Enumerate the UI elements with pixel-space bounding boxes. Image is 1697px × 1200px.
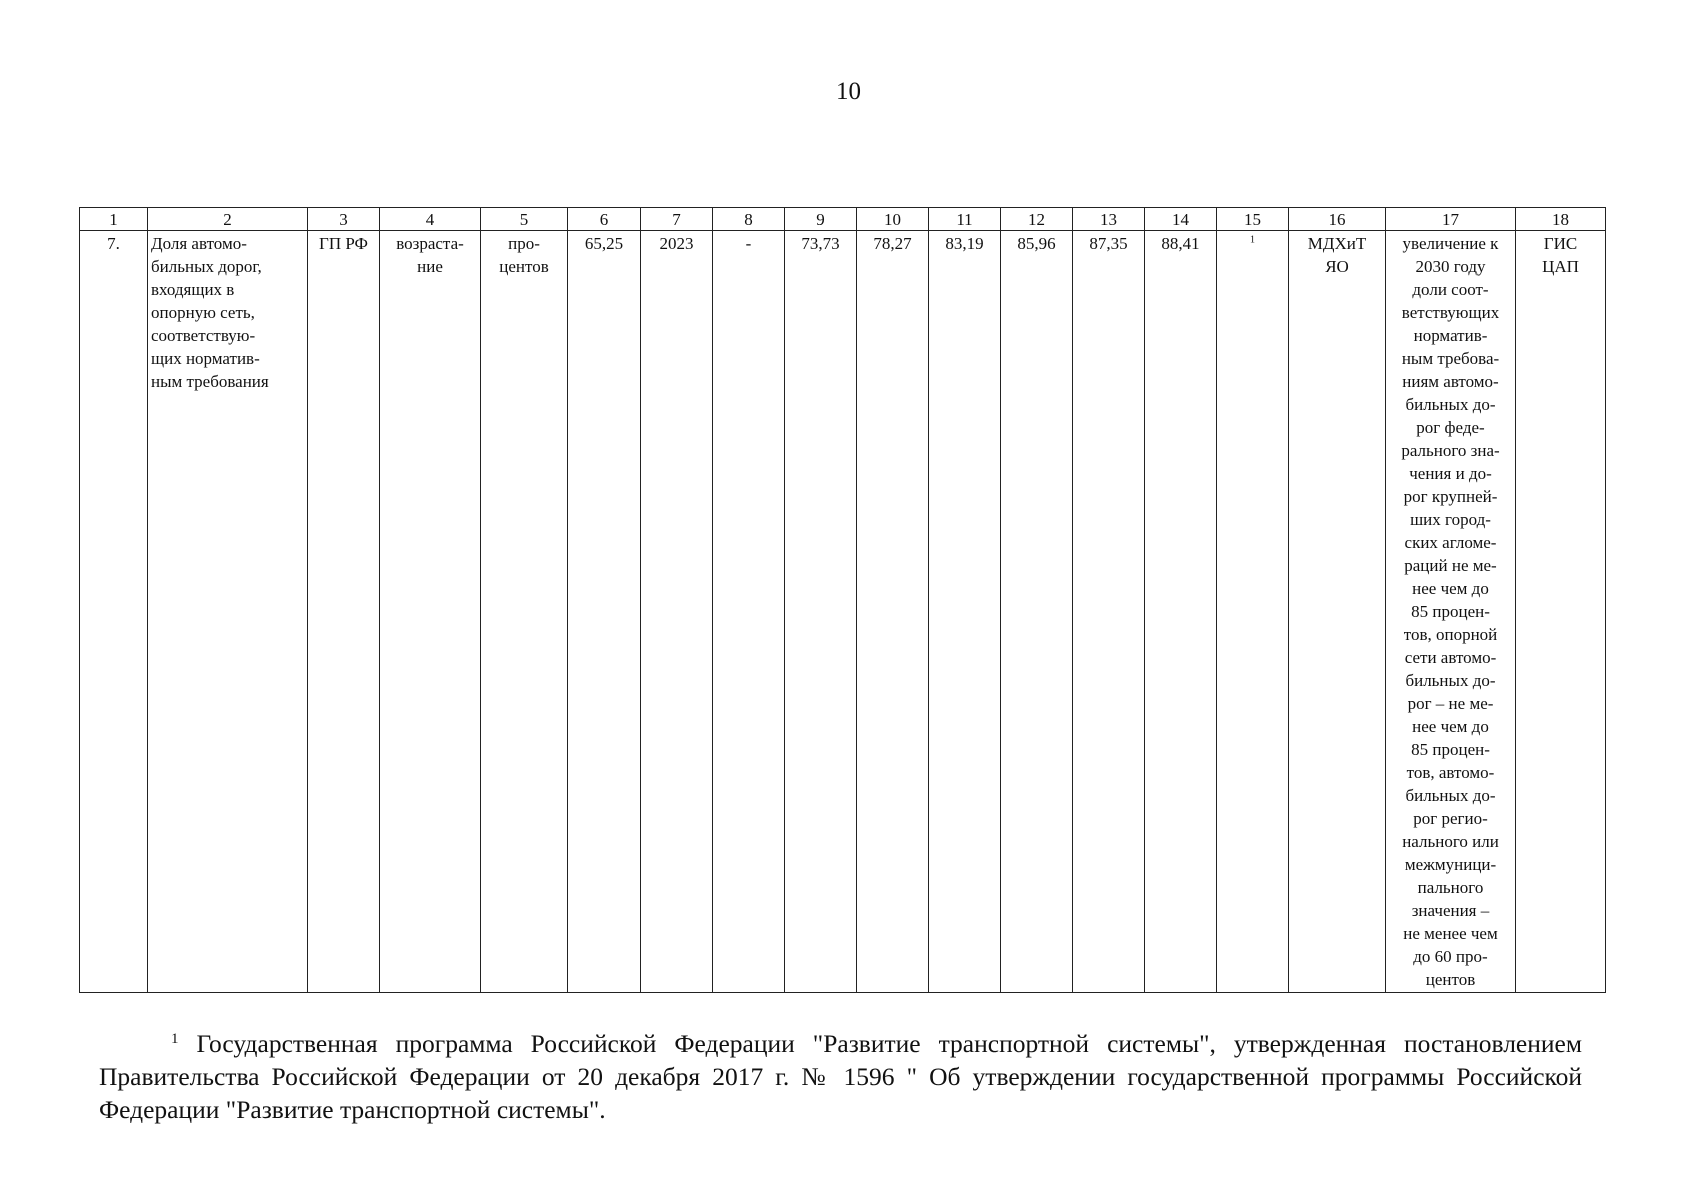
cell-line: ниям автомо-: [1402, 372, 1499, 391]
cell-footnote-ref: [1217, 231, 1289, 993]
cell-source: ГП РФ: [308, 231, 380, 993]
cell-base-year: 2023: [641, 231, 713, 993]
cell-line: бильных до-: [1405, 395, 1496, 414]
cell-line: рог крупней-: [1403, 487, 1498, 506]
cell-line: бильных до-: [1405, 671, 1496, 690]
cell-line: 85 процен-: [1411, 740, 1490, 759]
column-number: 2: [148, 208, 308, 231]
cell-line: возраста-: [396, 234, 464, 253]
cell-line: доли соот-: [1412, 280, 1489, 299]
column-number: 18: [1516, 208, 1606, 231]
cell-value-13: 87,35: [1073, 231, 1145, 993]
column-number: 1: [80, 208, 148, 231]
cell-col-8: -: [713, 231, 785, 993]
column-number: 6: [568, 208, 641, 231]
cell-line: не менее чем: [1403, 924, 1498, 943]
cell-line: ным требова-: [1401, 349, 1500, 368]
column-number: 10: [857, 208, 929, 231]
cell-line: центов: [1425, 970, 1476, 989]
cell-line: увеличение к: [1402, 234, 1499, 253]
cell-unit: [481, 231, 568, 993]
column-number-row: [80, 208, 1606, 231]
cell-line: Доля автомо-: [151, 234, 247, 253]
cell-line: пального: [1417, 878, 1484, 897]
column-number: 7: [641, 208, 713, 231]
cell-value-9: 73,73: [785, 231, 857, 993]
cell-info-system: [1516, 231, 1606, 993]
cell-line: бильных дорог,: [151, 257, 262, 276]
cell-line: ветствующих: [1401, 303, 1500, 322]
cell-line: значения –: [1411, 901, 1490, 920]
cell-line: щих норматив-: [151, 349, 260, 368]
cell-line: рог феде-: [1416, 418, 1485, 437]
cell-line: ГИС: [1543, 234, 1578, 253]
cell-line: нального или: [1402, 832, 1499, 851]
cell-line: сети автомо-: [1404, 648, 1497, 667]
cell-line: центов: [499, 257, 549, 276]
column-number: 5: [481, 208, 568, 231]
column-number: 13: [1073, 208, 1145, 231]
cell-line: межмуници-: [1404, 855, 1497, 874]
cell-value-10: 78,27: [857, 231, 929, 993]
cell-line: нее чем до: [1412, 579, 1489, 598]
cell-goal-description: [1386, 231, 1516, 993]
cell-line: до 60 про-: [1413, 947, 1488, 966]
column-number: 8: [713, 208, 785, 231]
column-number: 14: [1145, 208, 1217, 231]
cell-line: чения и до-: [1409, 464, 1492, 483]
table-row: [80, 231, 1606, 993]
cell-line: 85 процен-: [1411, 602, 1490, 621]
indicator-table: [79, 207, 1606, 993]
cell-line: норматив-: [1413, 326, 1488, 345]
cell-line: раций не ме-: [1404, 556, 1497, 575]
cell-line: про-: [508, 234, 540, 253]
cell-line: тов, автомо-: [1406, 763, 1495, 782]
cell-trend: [380, 231, 481, 993]
cell-line: ских агломе-: [1404, 533, 1497, 552]
cell-value-12: 85,96: [1001, 231, 1073, 993]
column-number: 3: [308, 208, 380, 231]
column-number: 9: [785, 208, 857, 231]
column-number: 16: [1289, 208, 1386, 231]
footnote-ref-marker: 1: [1250, 234, 1255, 246]
cell-line: соответствую-: [151, 326, 256, 345]
column-number: 12: [1001, 208, 1073, 231]
cell-line: ние: [417, 257, 443, 276]
page-number: 10: [836, 78, 861, 105]
column-number: 4: [380, 208, 481, 231]
cell-line: 2030 году: [1415, 257, 1486, 276]
column-number: 17: [1386, 208, 1516, 231]
cell-line: рального зна-: [1401, 441, 1500, 460]
cell-line: ЦАП: [1542, 257, 1579, 276]
column-number: 11: [929, 208, 1001, 231]
footnote: [99, 1027, 1582, 1126]
cell-indicator-name: [148, 231, 308, 993]
cell-responsible: [1289, 231, 1386, 993]
cell-line: опорную сеть,: [151, 303, 255, 322]
column-number: 15: [1217, 208, 1289, 231]
cell-line: тов, опорной: [1403, 625, 1498, 644]
cell-line: ЯО: [1325, 257, 1349, 276]
cell-line: рог регио-: [1413, 809, 1488, 828]
cell-line: ным требования: [151, 372, 269, 391]
cell-line: рог – не ме-: [1407, 694, 1494, 713]
footnote-text: Государственная программа Российской Федерации "Развитие транспортной системы", утвержденная постановлением Правительства Российской Федерации от 20 декабря 2017 г. № 1596 " Об утверждении государственной программы Российской Федерации "Развитие транспортной системы".: [99, 1029, 1583, 1124]
cell-line: нее чем до: [1412, 717, 1489, 736]
cell-line: МДХиТ: [1307, 234, 1367, 253]
cell-line: ших город-: [1410, 510, 1491, 529]
cell-line: бильных до-: [1405, 786, 1496, 805]
cell-line: входящих в: [151, 280, 235, 299]
cell-value-14: 88,41: [1145, 231, 1217, 993]
footnote-marker: 1: [171, 1031, 179, 1047]
cell-value-11: 83,19: [929, 231, 1001, 993]
cell-base-value: 65,25: [568, 231, 641, 993]
cell-number: 7.: [80, 231, 148, 993]
